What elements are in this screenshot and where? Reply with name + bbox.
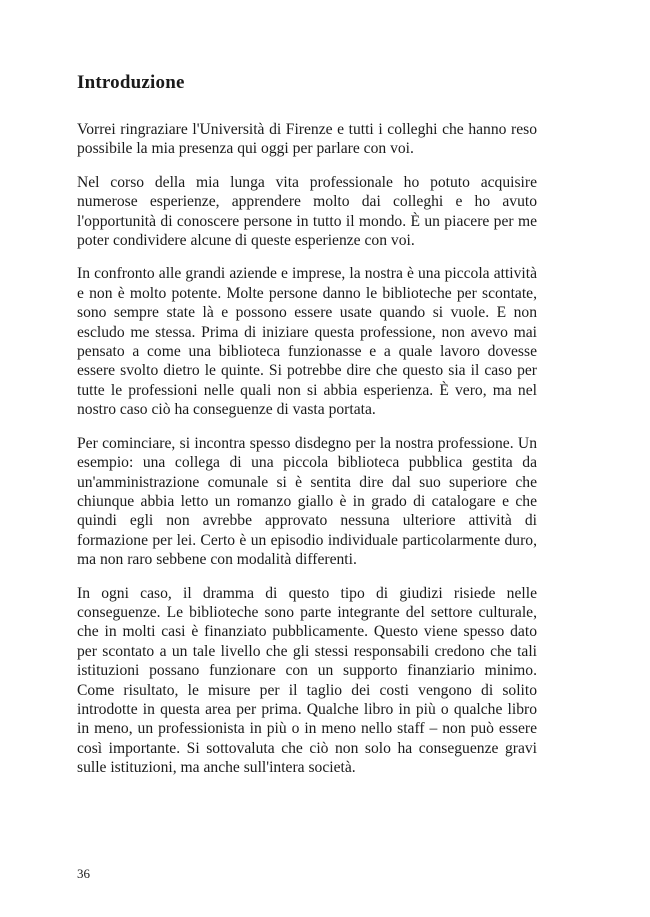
page-body	[77, 70, 537, 792]
paragraph-3: In confronto alle grandi aziende e imprese, la nostra è una piccola attività e non è molto potente. Molte persone danno le biblioteche per scontate, sono sempre state là e possono essere usate quando si vuole. E non escludo me stessa. Prima di iniziare questa professione, non avevo mai pensato a come una biblioteca funzionasse e a quale lavoro dovesse essere svolto dietro le quinte. Si potrebbe dire che questo sia il caso per tutte le professioni nelle quali non si abbia esperienza. È vero, ma nel nostro caso ciò ha conseguenze di vasta portata.	[77, 265, 537, 419]
paragraph-2: Nel corso della mia lunga vita professionale ho potuto acquisire numerose esperienze, apprendere molto dai colleghi e ho avuto l'opportunità di conoscere persone in tutto il mondo. È un piacere per me poter condividere alcune di queste esperienze con voi.	[77, 173, 537, 250]
paragraph-1: Vorrei ringraziare l'Università di Firenze e tutti i colleghi che hanno reso possibile la mia presenza qui oggi per parlare con voi.	[77, 121, 537, 158]
section-heading: Introduzione	[77, 72, 185, 93]
paragraph-4: Per cominciare, si incontra spesso disdegno per la nostra professione. Un esempio: una collega di una piccola biblioteca pubblica gestita da un'amministrazione comunale si è sentita dire dal suo superiore che chiunque abbia letto un romanzo giallo è in grado di catalogare e che quindi egli non avrebbe approvato nessuna ulteriore attività di formazione per lei. Certo è un episodio individuale particolarmente duro, ma non raro sebbene con modalità differenti.	[77, 434, 537, 569]
paragraph-5: In ogni caso, il dramma di questo tipo di giudizi risiede nelle conseguenze. Le biblioteche sono parte integrante del settore culturale, che in molti casi è finanziato pubblicamente. Questo viene spesso dato per scontato a un tale livello che gli stessi responsabili credono che tali istituzioni possano funzionare con un supporto finanziario minimo. Come risultato, le misure per il taglio dei costi vengono di solito introdotte in questa area per prima. Qualche libro in più o qualche libro in meno, un professionista in più o in meno nello staff – non può essere così importante. Si sottovaluta che ciò non solo ha conseguenze gravi sulle istituzioni, ma anche sull'intera società.	[77, 584, 537, 777]
page-number: 36	[77, 866, 90, 881]
